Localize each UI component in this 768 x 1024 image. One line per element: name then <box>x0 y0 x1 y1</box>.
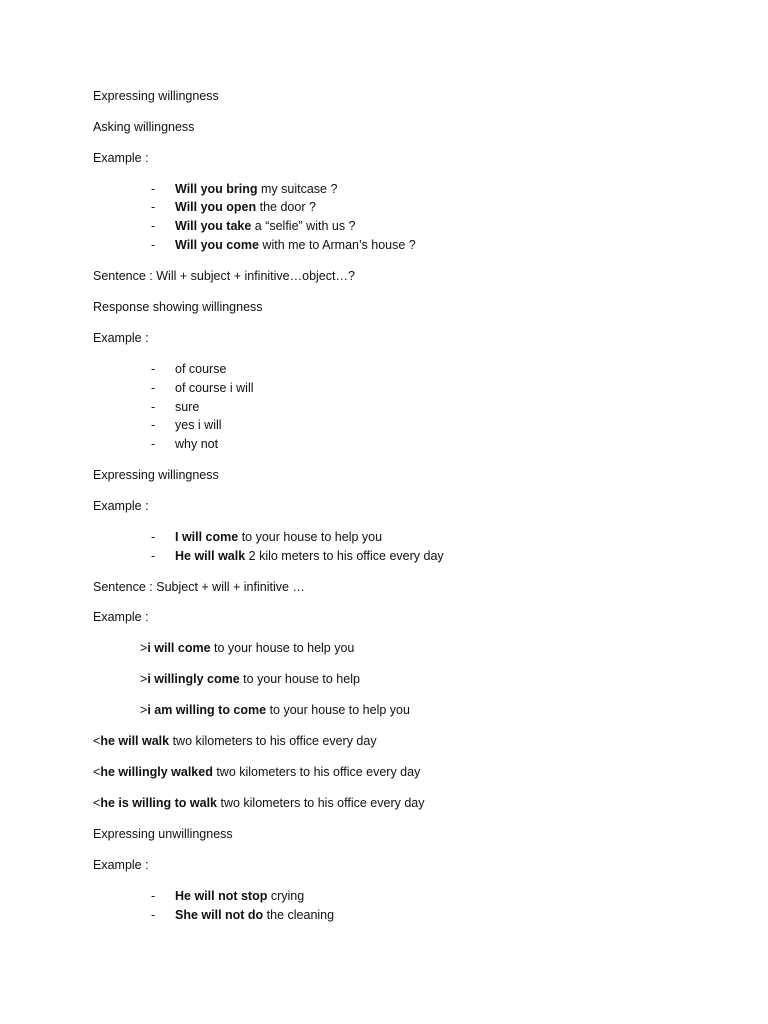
response-text: of course i will <box>175 381 254 395</box>
bold-phrase: Will you bring <box>175 182 258 196</box>
heading-expressing-unwillingness: Expressing unwillingness <box>93 827 233 841</box>
bold-phrase: Will you come <box>175 238 259 252</box>
example-label: Example : <box>93 499 149 513</box>
heading-expressing-willingness-2: Expressing willingness <box>93 468 219 482</box>
phrase-rest: the cleaning <box>263 908 335 922</box>
bullet-dash: - <box>151 182 156 196</box>
prefix-symbol: < <box>93 796 101 810</box>
bullet-dash: - <box>151 889 156 903</box>
bold-phrase: Will you take <box>175 219 252 233</box>
example-label: Example : <box>93 858 149 872</box>
example-label: Example : <box>93 610 149 624</box>
bold-phrase: i will come <box>147 641 211 655</box>
bullet-dash: - <box>151 530 156 544</box>
bullet-dash: - <box>151 418 156 432</box>
example-line <box>93 733 377 749</box>
heading-response-willingness: Response showing willingness <box>93 300 263 314</box>
bold-phrase: She will not do <box>175 908 264 922</box>
bullet-dash: - <box>151 549 156 563</box>
prefix-symbol: < <box>93 765 101 779</box>
bullet-dash: - <box>151 219 156 233</box>
bold-phrase: he will walk <box>100 734 170 748</box>
example-line <box>140 671 360 687</box>
phrase-rest: crying <box>267 889 305 903</box>
phrase-rest: the door ? <box>256 200 316 214</box>
bold-phrase: Will you open <box>175 200 257 214</box>
response-text: sure <box>175 400 200 414</box>
phrase-rest: a “selfie” with us ? <box>251 219 356 233</box>
response-text: yes i will <box>175 418 222 432</box>
phrase-rest: to your house to help you <box>238 530 383 544</box>
bullet-dash: - <box>151 381 156 395</box>
bold-phrase: i willingly come <box>147 672 240 686</box>
bullet-dash: - <box>151 362 156 376</box>
phrase-rest: 2 kilo meters to his office every day <box>245 549 444 563</box>
bold-phrase: He will walk <box>175 549 246 563</box>
bold-phrase: i am willing to come <box>147 703 267 717</box>
bold-phrase: He will not stop <box>175 889 268 903</box>
bullet-dash: - <box>151 908 156 922</box>
bullet-dash: - <box>151 200 156 214</box>
heading-expressing-willingness: Expressing willingness <box>93 89 219 103</box>
heading-asking-willingness: Asking willingness <box>93 120 195 134</box>
phrase-rest: to your house to help <box>239 672 360 686</box>
expressing-formula: Sentence : Subject + will + infinitive … <box>93 580 305 594</box>
prefix-symbol: > <box>140 703 148 717</box>
prefix-symbol: < <box>93 734 101 748</box>
asking-formula: Sentence : Will + subject + infinitive…object…? <box>93 269 355 283</box>
example-line <box>140 640 354 656</box>
example-line <box>93 795 425 811</box>
phrase-rest: with me to Arman’s house ? <box>258 238 416 252</box>
phrase-rest: two kilometers to his office every day <box>169 734 377 748</box>
prefix-symbol: > <box>140 672 148 686</box>
example-line <box>140 702 410 718</box>
example-label: Example : <box>93 151 149 165</box>
phrase-rest: to your house to help you <box>266 703 410 717</box>
prefix-symbol: > <box>140 641 148 655</box>
response-text: why not <box>175 437 219 451</box>
response-text: of course <box>175 362 227 376</box>
phrase-rest: my suitcase ? <box>257 182 338 196</box>
bold-phrase: he is willing to walk <box>100 796 217 810</box>
bold-phrase: I will come <box>175 530 239 544</box>
bold-phrase: he willingly walked <box>100 765 213 779</box>
bullet-dash: - <box>151 437 156 451</box>
phrase-rest: two kilometers to his office every day <box>212 765 421 779</box>
bullet-dash: - <box>151 238 156 252</box>
bullet-dash: - <box>151 400 156 414</box>
example-line <box>93 764 420 780</box>
phrase-rest: to your house to help you <box>210 641 355 655</box>
phrase-rest: two kilometers to his office every day <box>217 796 425 810</box>
example-label: Example : <box>93 331 149 345</box>
